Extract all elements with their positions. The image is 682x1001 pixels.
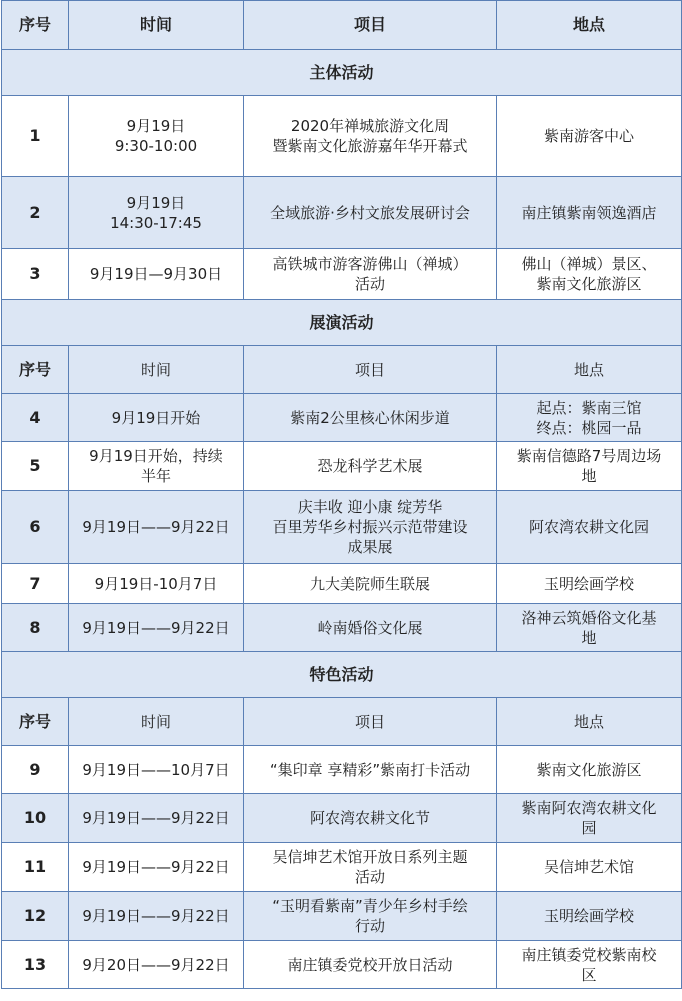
row-item (244, 604, 497, 652)
subheader-col-no: 序号 (2, 698, 69, 746)
table-row (2, 394, 682, 442)
row-number: 10 (2, 794, 69, 843)
cell-line: 高铁城市游客游佛山（禅城） (272, 255, 468, 273)
row-place (497, 96, 682, 177)
cell-line: 阿农湾农耕文化园 (528, 518, 649, 536)
row-place (497, 249, 682, 300)
table-row (2, 843, 682, 892)
section-header-row (2, 50, 682, 96)
cell-line: 紫南2公里核心休闲步道 (290, 408, 450, 427)
cell-line: 9月19日 (126, 117, 186, 135)
row-place (497, 892, 682, 941)
row-place (497, 442, 682, 491)
row-number: 6 (2, 491, 69, 564)
cell-line: 起点：紫南三馆 (536, 398, 642, 417)
cell-line: 紫南信德路7号周边场 (516, 447, 662, 465)
row-item (244, 96, 497, 177)
table-row (2, 892, 682, 941)
row-item (244, 794, 497, 843)
row-time (69, 96, 244, 177)
section-column-header-row (2, 698, 682, 746)
subheader-col-time: 时间 (69, 346, 244, 394)
cell-line: 9月19日——9月22日 (82, 858, 230, 876)
row-item (244, 249, 497, 300)
row-number: 1 (2, 96, 69, 177)
cell-line: 地 (581, 628, 597, 647)
row-time (69, 892, 244, 941)
cell-line: 2020年禅城旅游文化周 (290, 117, 450, 135)
table-row (2, 564, 682, 604)
cell-line: 14:30-17:45 (110, 213, 202, 232)
cell-line: 南庄镇委党校开放日活动 (287, 955, 453, 974)
cell-line: 9月19日——10月7日 (82, 760, 230, 779)
cell-line: 阿农湾农耕文化节 (309, 809, 430, 827)
row-item (244, 843, 497, 892)
row-time (69, 442, 244, 491)
table-row (2, 604, 682, 652)
row-time (69, 746, 244, 794)
cell-line: 吴信坤艺术馆开放日系列主题 (272, 848, 468, 866)
row-item (244, 941, 497, 989)
activity-schedule-table (1, 0, 682, 989)
cell-line: 紫南文化旅游区 (536, 275, 642, 293)
table-row (2, 794, 682, 843)
header-col-time: 时间 (69, 1, 244, 50)
cell-line: 9月19日——9月22日 (82, 518, 230, 536)
subheader-col-item: 项目 (244, 698, 497, 746)
cell-line: 活动 (354, 868, 385, 886)
cell-line: 暨紫南文化旅游嘉年华开幕式 (272, 137, 468, 155)
row-item (244, 491, 497, 564)
row-place (497, 177, 682, 249)
header-col-item: 项目 (244, 1, 497, 50)
cell-line: 9月19日——9月22日 (82, 618, 230, 637)
row-number: 12 (2, 892, 69, 941)
cell-line: 南庄镇委党校紫南校 (521, 945, 657, 964)
row-number: 9 (2, 746, 69, 794)
subheader-col-place: 地点 (497, 698, 682, 746)
row-place (497, 394, 682, 442)
row-time (69, 249, 244, 300)
cell-line: 9月19日—9月30日 (89, 265, 223, 283)
cell-line: 恐龙科学艺术展 (317, 457, 423, 475)
cell-line: 9月19日开始，持续 (89, 447, 223, 465)
row-item (244, 442, 497, 491)
cell-line: 庆丰收 迎小康 绽芳华 (297, 498, 443, 516)
row-place (497, 564, 682, 604)
cell-line: 吴信坤艺术馆 (543, 858, 634, 876)
header-col-place: 地点 (497, 1, 682, 50)
cell-line: 9:30-10:00 (114, 137, 198, 155)
subheader-col-time: 时间 (69, 698, 244, 746)
row-time (69, 843, 244, 892)
row-time (69, 794, 244, 843)
row-place (497, 746, 682, 794)
row-place (497, 941, 682, 989)
schedule-body (2, 1, 682, 989)
cell-line: 9月19日-10月7日 (94, 574, 218, 593)
row-place (497, 491, 682, 564)
cell-line: 紫南阿农湾农耕文化 (521, 799, 657, 817)
row-time (69, 604, 244, 652)
table-row (2, 249, 682, 300)
header-col-no: 序号 (2, 1, 69, 50)
cell-line: 佛山（禅城）景区、 (521, 255, 657, 273)
row-number: 4 (2, 394, 69, 442)
table-row (2, 177, 682, 249)
section-header-row (2, 300, 682, 346)
table-row (2, 491, 682, 564)
cell-line: 百里芳华乡村振兴示范带建设 (272, 518, 468, 536)
row-time (69, 491, 244, 564)
row-place (497, 794, 682, 843)
cell-line: 玉明绘画学校 (543, 907, 634, 925)
subheader-col-place: 地点 (497, 346, 682, 394)
cell-line: 洛神云筑婚俗文化基 (521, 608, 657, 627)
cell-line: 园 (581, 819, 597, 837)
cell-line: 半年 (140, 467, 171, 485)
section-column-header-row (2, 346, 682, 394)
section-title: 主体活动 (2, 50, 682, 96)
subheader-col-no: 序号 (2, 346, 69, 394)
cell-line: 紫南游客中心 (543, 127, 634, 145)
row-item (244, 746, 497, 794)
table-row (2, 442, 682, 491)
row-place (497, 843, 682, 892)
cell-line: 全域旅游·乡村文旅发展研讨会 (270, 203, 470, 222)
row-item (244, 564, 497, 604)
row-item (244, 177, 497, 249)
row-number: 13 (2, 941, 69, 989)
cell-line: 玉明绘画学校 (543, 574, 634, 593)
cell-line: 活动 (354, 275, 385, 293)
table-row (2, 96, 682, 177)
table-row (2, 746, 682, 794)
table-header-row (2, 1, 682, 50)
section-title: 特色活动 (2, 652, 682, 698)
row-item (244, 892, 497, 941)
row-number: 7 (2, 564, 69, 604)
cell-line: “玉明看紫南”青少年乡村手绘 (272, 897, 468, 915)
cell-line: “集印章 享精彩”紫南打卡活动 (269, 760, 471, 779)
row-number: 3 (2, 249, 69, 300)
row-time (69, 564, 244, 604)
cell-line: 9月19日 (126, 193, 186, 212)
row-time (69, 941, 244, 989)
cell-line: 紫南文化旅游区 (536, 760, 642, 779)
cell-line: 九大美院师生联展 (309, 574, 430, 593)
cell-line: 行动 (354, 917, 385, 935)
row-number: 2 (2, 177, 69, 249)
row-number: 5 (2, 442, 69, 491)
section-title: 展演活动 (2, 300, 682, 346)
cell-line: 9月19日开始 (111, 408, 201, 427)
row-time (69, 394, 244, 442)
cell-line: 南庄镇紫南领逸酒店 (521, 203, 657, 222)
cell-line: 成果展 (347, 538, 393, 556)
row-item (244, 394, 497, 442)
cell-line: 9月19日——9月22日 (82, 809, 230, 827)
cell-line: 9月19日——9月22日 (82, 907, 230, 925)
subheader-col-item: 项目 (244, 346, 497, 394)
section-header-row (2, 652, 682, 698)
row-number: 8 (2, 604, 69, 652)
cell-line: 9月20日——9月22日 (82, 955, 230, 974)
cell-line: 区 (581, 965, 597, 984)
table-row (2, 941, 682, 989)
cell-line: 终点：桃园一品 (536, 418, 642, 437)
cell-line: 岭南婚俗文化展 (317, 618, 423, 637)
row-time (69, 177, 244, 249)
cell-line: 地 (581, 467, 597, 485)
row-number: 11 (2, 843, 69, 892)
row-place (497, 604, 682, 652)
